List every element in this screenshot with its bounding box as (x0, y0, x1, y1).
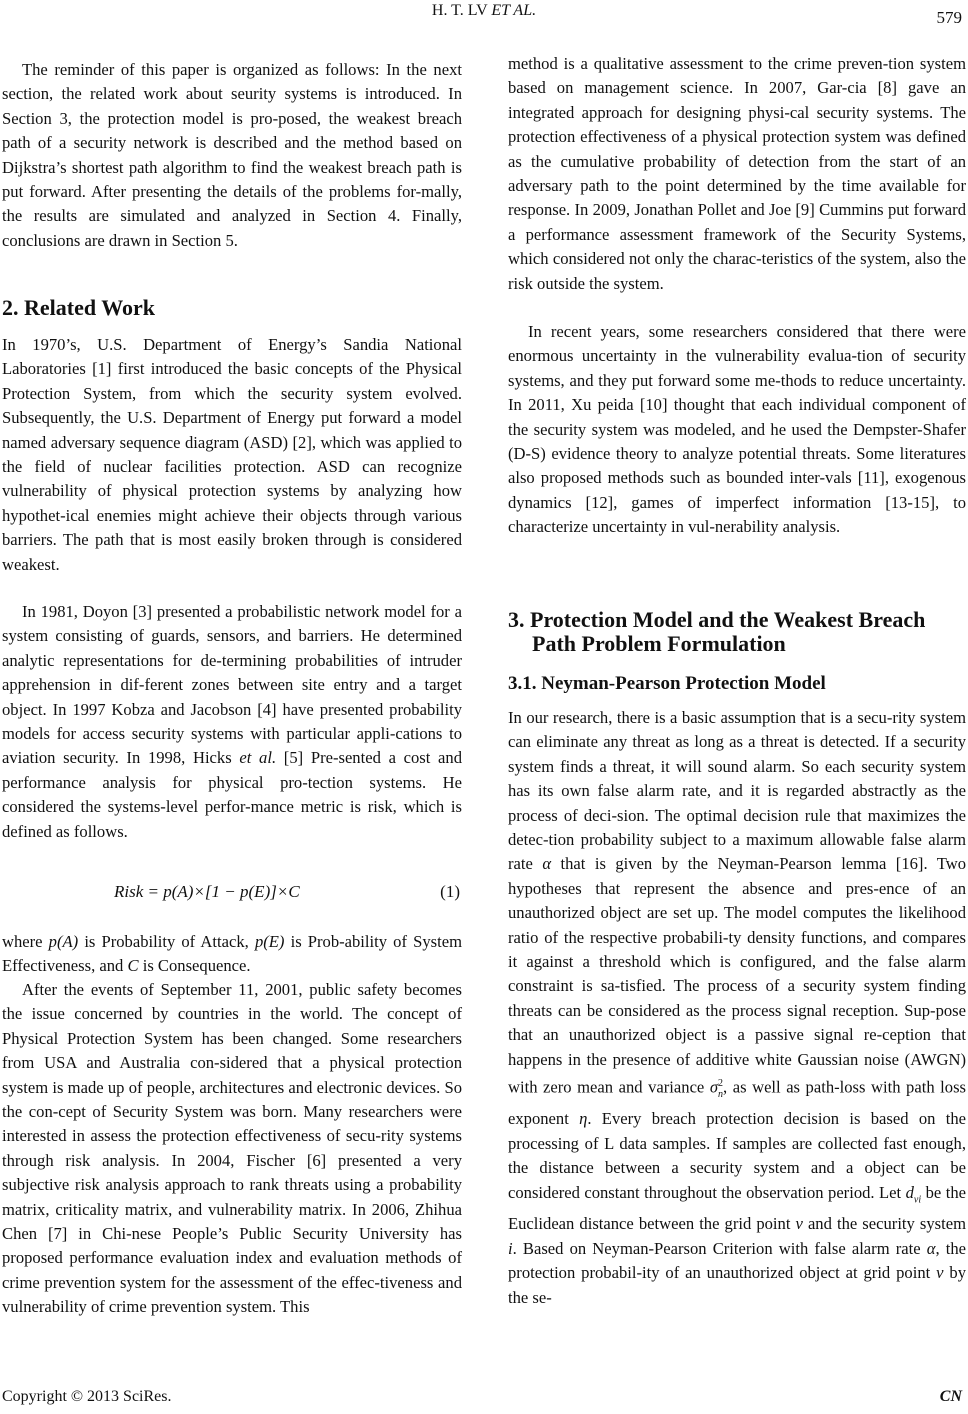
alpha-symbol: α (542, 854, 552, 874)
header-authors: H. T. LV (431, 2, 488, 19)
paragraph-recent-years: In recent years, some researchers considered that there were enormous uncertainty in the vulnerability evalua-tion of security systems, and they put forward some me-thods to reduce uncertainty. In 2011, Xu peida [10] thought that each individual component of the security system was modeled, and he used the Dempster-Shafer (D-S) evidence theory to analyze potential threats. Some literatures also proposed methods such as bounded inter-vals [11], exogenous dynamics [12], games of imperfect information [13-15], to characterize uncertainty in vul-nerability analysis. (508, 322, 966, 537)
eta-symbol: η (579, 1109, 588, 1129)
paragraph-1981: In 1981, Doyon [3] presented a probabilistic network model for a system consisting of guards, sensors, and barriers. He determined analytic representations for de-termining probabilities of intruder apprehension in dif-ferent zones between site entry and a target object. In 1997 Kobza and Jacobson [4] have presented probability models for access security systems with particular appli-cations to aviation security. In 1998, Hicks et al. [5] Pre-sented a cost and performance analysis for physical pro-tection systems. He considered the systems-level perfor-mance metric is risk, which is defined as follows. (2, 602, 462, 841)
left-column (2, 0, 462, 1380)
header-etal: ET AL. (491, 2, 537, 19)
subsection-3-1-heading: 3.1. Neyman-Pearson Protection Model (508, 673, 826, 694)
equation-number: (1) (440, 882, 460, 901)
copyright-footer: Copyright © 2013 SciRes. (2, 1388, 172, 1405)
sigma-symbol: σ (709, 1077, 719, 1097)
distance-symbol: d (905, 1182, 914, 1202)
right-column (508, 0, 966, 1380)
intro-paragraph: The reminder of this paper is organized as follows: In the next section, the related work about seurity systems is introduced. In Section 3, the protection model is pro-posed, the weakest breach path of a security network is described and the method based on Dijkstra’s shortest path algorithm to find the weakest breach path is put forward. After presenting the details of the problems for-mally, the results are simulated and analyzed in Section 4. Finally, conclusions are drawn in Section 5. (2, 60, 462, 250)
page-number: 579 (936, 8, 962, 27)
section-2-heading: 2. Related Work (2, 295, 155, 320)
journal-abbrev: CN (939, 1388, 962, 1405)
section-3-heading: 3. Protection Model and the Weakest Breach Path Problem Formulation (508, 607, 926, 656)
equation-body: Risk = p(A)×[1 − p(E)]×C (114, 882, 300, 901)
paragraph-continued: method is a qualitative assessment to the crime preven-tion system based on management science. In 2007, Gar-cia [8] gave an integrated approach for designing physi-cal security systems. The protection effectiveness of a physical protection system was defined as the cumulative probability of detection from the start of an adversary path to the point determined by the time available for response. In 2009, Jonathan Pollet and Joe [9] Cummins put forward a performance assessment framework of the Security Systems, which considered not only the charac-teristics of the system, also the risk outside the system. (508, 54, 966, 293)
paragraph-1970s: In 1970’s, U.S. Department of Energy’s Sandia National Laboratories [1] first introduced the basic concepts of the Physical Protection System, from which the security system evolved. Subsequently, the U.S. Department of Energy put forward a model named adversary sequence diagram (ASD) [2], which was applied to the field of nuclear facilities protection. ASD can recognize vulnerability of physical protection systems by analyzing how hypothet-ical enemies might achieve their objects through various barriers. The path that is most easily broken through is considered weakest. (2, 335, 462, 574)
paragraph-neyman-pearson: In our research, there is a basic assumption that is a secu-rity system can eliminate any threat as long as a threat is detected. If a security system finds a threat, it will sound alarm. So each security system has its own false alarm rate, and it is regarded abstractly as the process of deci-sion. The optimal decision rule that maximizes the detec-tion probability subject to a maximum allowable false alarm rate α that is given by the Neyman-Pearson lemma [16]. Two hypotheses that represent the absence and pres-ence of an unauthorized object are set up. The model computes the likelihood ratio of the respective probabili-ty density functions, and compares it against a threshold which is configured, and the false alarm constraint is sa-tisfied. The process of a security system finding threats can be considered as the process signal reception. Sup-pose that an unauthorized object is a passive signal re-ception that happens in the presence of additive white Gaussian noise (AWGN) with zero mean and variance $\sigma^2_n$, as well as path-loss with path loss exponent η. Every breach protection decision is based on the processing of L data samples. If samples are collected fast enough, the distance between a security system and a object can be considered constant throughout the observation period. Let $d_{vi}$ be the Euclidean distance between the grid point v and the security system i. Based on Neyman-Pearson Criterion with false alarm rate α, the protection probabil-ity of an unauthorized object at grid point v by the se- (508, 708, 967, 1307)
paragraph-sept11: After the events of September 11, 2001, public safety becomes the issue concerned by countries in the world. The concept of Physical Protection System has been changed. Some researchers from USA and Australia con-sidered that a physical protection system is made up of people, architectures and electronic devices. So the con-cept of Security System was born. Many researchers were interested in assess the protection effectiveness of secu-rity systems through risk analysis. In 2004, Fischer [6] presented a very subjective risk analysis approach to rank threats using a probability matrix, criticality matrix, and vulnerability matrix. In 2006, Zhihua Chen [7] in Chi-nese People’s Public Security University has proposed performance evaluation index and evaluation methods of crime prevention system for the assessment of the effec-tiveness and vulnerability of crime prevention system. This (2, 980, 462, 1317)
equation-1 (2, 882, 462, 908)
where-clause: where p(A) is Probability of Attack, p(E) is Prob-ability of System Effectiveness, and C is Consequence. (2, 932, 462, 976)
